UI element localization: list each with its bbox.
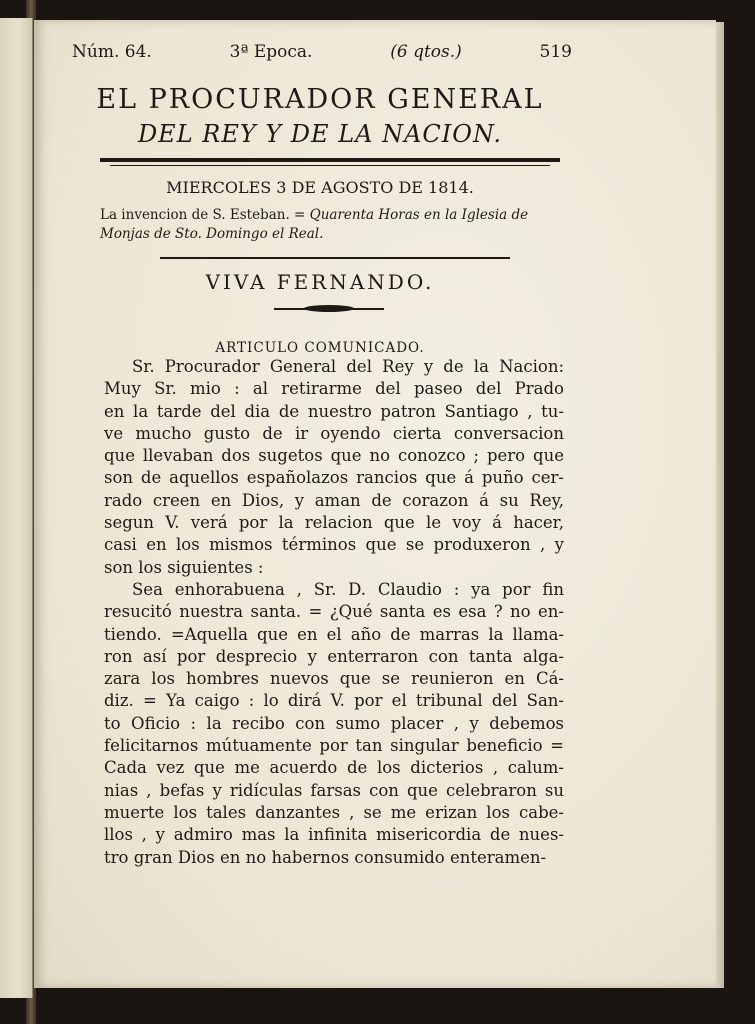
forty-hours-note: Quarenta Horas en la Iglesia de bbox=[309, 207, 529, 223]
article-line: son los siguientes : bbox=[104, 557, 264, 577]
masthead-rule-thick bbox=[100, 158, 560, 162]
article-line: Sr. Procurador General del Rey y de la Nacion: bbox=[132, 357, 564, 376]
article-title: ARTICULO COMUNICADO. bbox=[215, 340, 425, 356]
saint-feast: La invencion de S. Esteban. = bbox=[100, 207, 310, 223]
article-line: felicitarnos mútuamente por tan singular beneficio = bbox=[104, 736, 564, 756]
article-line: to Oficio : la recibo con sumo placer , y debemos bbox=[104, 713, 564, 733]
epoch-label: 3ª Epoca. bbox=[229, 42, 313, 62]
page-header bbox=[72, 42, 572, 62]
article-line: muerte los tales danzantes , se me erizan los cabe- bbox=[104, 802, 564, 822]
article-line: nias , befas y ridículas farsas con que celebraron su bbox=[104, 780, 564, 800]
left-page-edge bbox=[0, 18, 33, 998]
article-line: son de aquellos españolazos rancios que á puño cer- bbox=[104, 468, 564, 488]
forty-hours-location: Monjas de Sto. Domingo el Real. bbox=[100, 226, 324, 242]
article-line: resucitó nuestra santa. = ¿Qué santa es esa ? no en- bbox=[104, 602, 564, 622]
article-line: Cada vez que me acuerdo de los dicterios , calum- bbox=[104, 758, 564, 778]
article-line: segun V. verá por la relacion que le voy á hacer, bbox=[104, 513, 564, 533]
article-line: diz. = Ya caigo : lo dirá V. por el tribunal del San- bbox=[104, 691, 564, 711]
article-body bbox=[104, 356, 564, 869]
daily-saints-note bbox=[100, 206, 570, 244]
ornament-center bbox=[304, 305, 354, 312]
article-line: casi en los mismos términos que se produxeron , y bbox=[104, 535, 564, 555]
page-fore-edge bbox=[716, 22, 724, 988]
masthead-title: EL PROCURADOR GENERAL bbox=[96, 84, 544, 115]
masthead-subtitle: DEL REY Y DE LA NACION. bbox=[137, 120, 503, 148]
article-line: tiendo. =Aquella que en el año de marras la llama- bbox=[104, 624, 564, 644]
article-line: tro gran Dios en no habernos consumido enteramen- bbox=[104, 847, 547, 867]
issue-number: Núm. 64. bbox=[72, 42, 152, 62]
issue-date: MIERCOLES 3 DE AGOSTO DE 1814. bbox=[166, 178, 474, 197]
price-label: (6 qtos.) bbox=[390, 42, 462, 62]
headline: VIVA FERNANDO. bbox=[205, 270, 435, 294]
article-line: ve mucho gusto de ir oyendo cierta conversacion bbox=[104, 423, 564, 443]
article-line: zara los hombres nuevos que se reunieron en Cá- bbox=[104, 669, 564, 689]
article-line: llos , y admiro mas la infinita misericordia de nues- bbox=[104, 825, 564, 845]
article-line: ron así por desprecio y enterraron con tanta alga- bbox=[104, 646, 564, 666]
article-line: en la tarde del dia de nuestro patron Santiago , tu- bbox=[104, 401, 564, 421]
article-line: que llevaban dos sugetos que no conozco ; pero que bbox=[104, 446, 564, 466]
article-line: rado creen en Dios, y aman de corazon á su Rey, bbox=[104, 490, 564, 510]
page-number: 519 bbox=[539, 42, 572, 62]
article-line: Sea enhorabuena , Sr. D. Claudio : ya por fin bbox=[132, 579, 564, 599]
masthead-rule-thin bbox=[110, 165, 550, 166]
section-rule bbox=[160, 257, 510, 259]
article-line: Muy Sr. mio : al retirarme del paseo del Prado bbox=[104, 379, 564, 399]
